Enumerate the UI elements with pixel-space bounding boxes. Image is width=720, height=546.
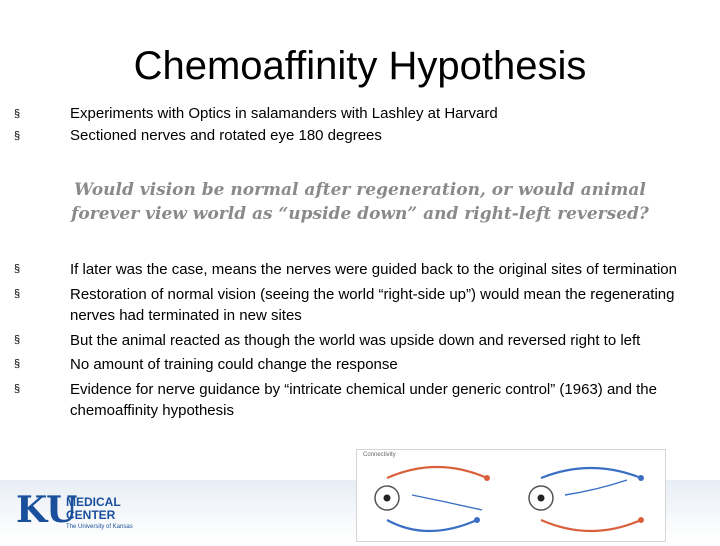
bullet-item: [14, 284, 694, 327]
bullet-text: Evidence for nerve guidance by “intricate chemical under generic control” (1963) and the chemoaffinity hypothesis: [70, 380, 657, 419]
slide-title: Chemoaffinity Hypothesis: [133, 44, 587, 88]
bullet-text: But the animal reacted as though the world was upside down and reversed right to left: [70, 331, 641, 349]
bullet-text: If later was the case, means the nerves were guided back to the original sites of termination: [70, 261, 677, 278]
tectum-target: [474, 517, 480, 523]
bullet-text: Restoration of normal vision (seeing the world “right-side up”) would mean the regenerating nerves had terminated in new sites: [70, 285, 675, 324]
bullet-marker: §: [14, 382, 21, 395]
pupil: [538, 495, 545, 502]
logo-initials: KU: [16, 489, 78, 531]
bullet-item: [14, 103, 694, 125]
bullet-marker: §: [14, 130, 21, 142]
red-arc: [387, 467, 487, 478]
main-bullet-list: [14, 259, 694, 425]
bullet-marker: §: [14, 263, 21, 275]
ku-medical-center-logo: [16, 490, 176, 532]
bullet-marker: §: [14, 287, 21, 300]
left-panel: [375, 467, 490, 531]
bullet-item: [14, 330, 694, 352]
bullet-item: [14, 125, 694, 147]
blue-arc-2: [412, 495, 482, 510]
blue-arc: [387, 520, 477, 531]
bullet-text: Experiments with Optics in salamanders with Lashley at Harvard: [70, 105, 498, 122]
logo-line-2: CENTER: [66, 508, 116, 522]
bullet-item: [14, 379, 694, 422]
question-text: Would vision be normal after regeneration, or would animal forever view world as “upside down” and right-left reversed?: [71, 180, 649, 224]
right-panel: [529, 468, 644, 531]
connectivity-figure: [356, 449, 666, 542]
blue-arc-2: [565, 480, 627, 495]
blue-arc: [541, 468, 641, 478]
tectum-target: [484, 475, 490, 481]
pupil: [384, 495, 391, 502]
tectum-target: [638, 475, 644, 481]
intro-bullet-list: [14, 103, 694, 147]
bullet-item: [14, 354, 694, 376]
logo-line-3: The University of Kansas: [66, 524, 133, 530]
bullet-item: [14, 259, 694, 281]
tectum-target: [638, 517, 644, 523]
bullet-marker: §: [14, 358, 21, 370]
logo-line-1: MEDICAL: [66, 495, 121, 509]
red-arc: [541, 520, 641, 531]
figure-caption: Connectivity: [363, 452, 396, 458]
bullet-text: Sectioned nerves and rotated eye 180 degrees: [70, 127, 382, 144]
bullet-text: No amount of training could change the response: [70, 356, 398, 373]
bullet-marker: §: [14, 333, 21, 346]
bullet-marker: §: [14, 108, 21, 120]
connectivity-diagram: [357, 450, 665, 541]
